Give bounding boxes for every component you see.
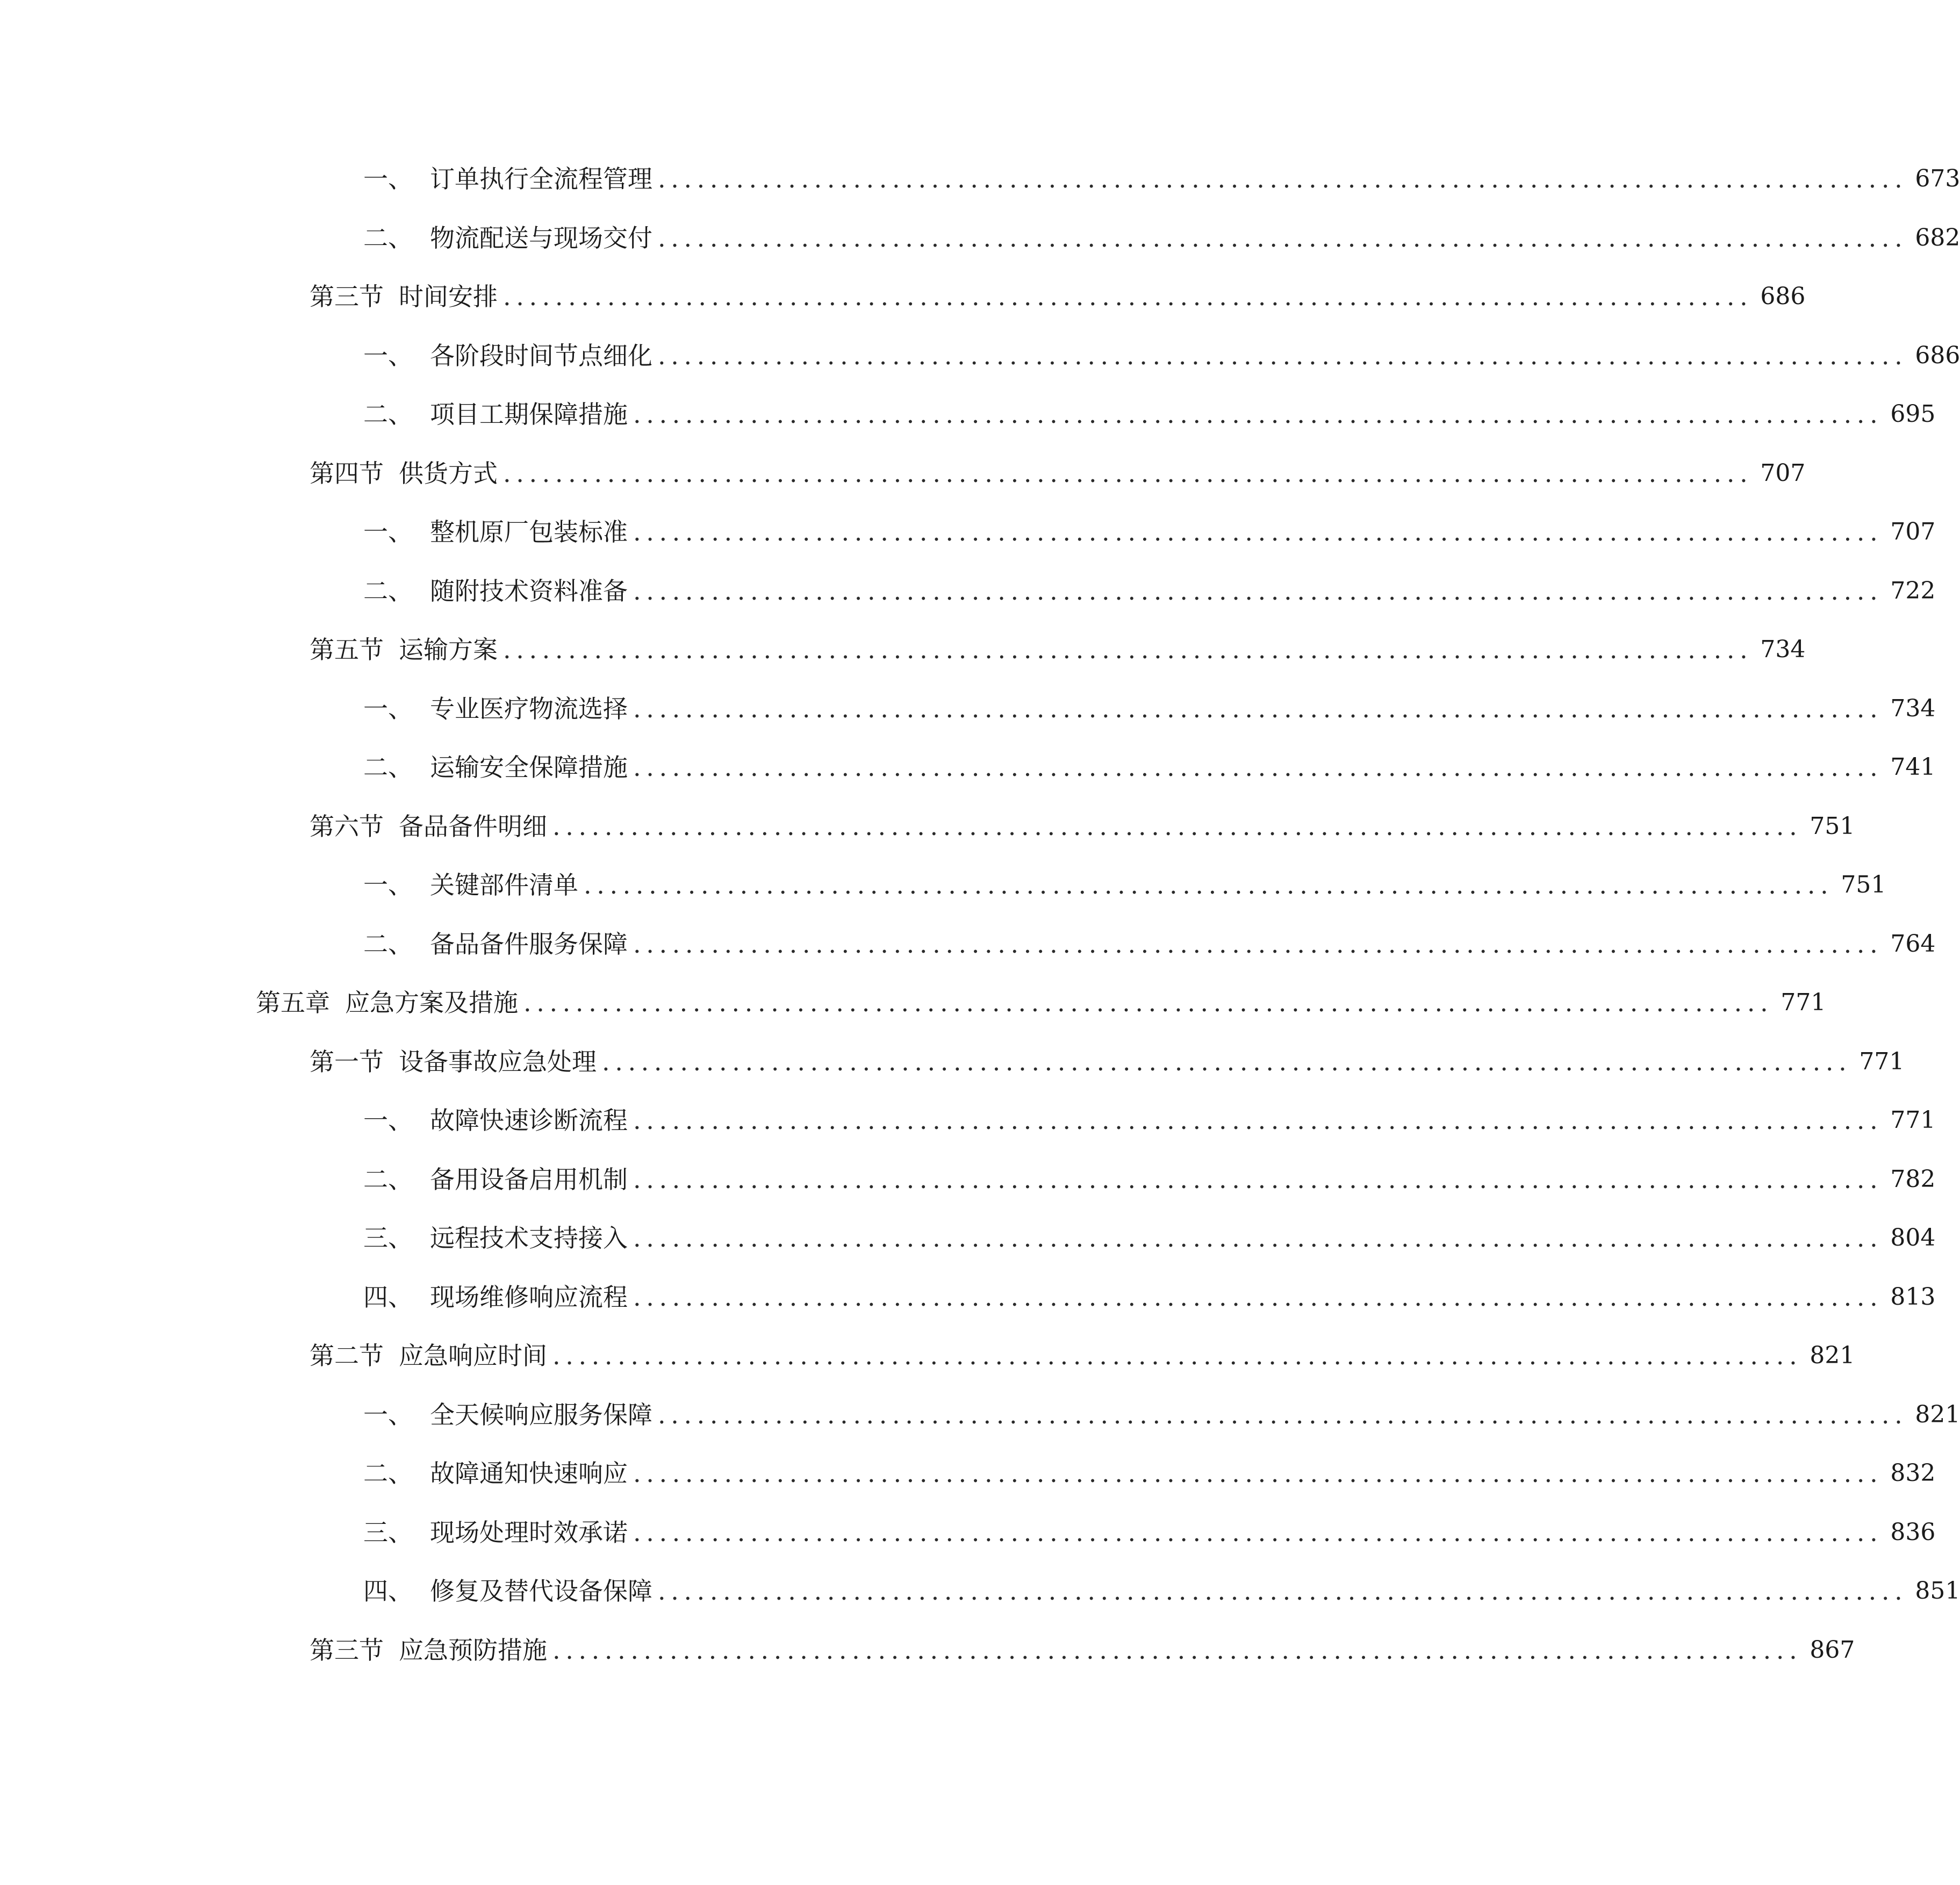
toc-number: 第五章 [256, 988, 330, 1017]
toc-label [310, 631, 498, 668]
toc-entry[interactable] [363, 395, 1936, 433]
toc-title: 修复及替代设备保障 [430, 1577, 652, 1606]
toc-page-number: 851 [1915, 1577, 1960, 1605]
toc-entry[interactable] [310, 1631, 1855, 1669]
toc-entry[interactable] [363, 1278, 1936, 1316]
toc-title: 项目工期保障措施 [430, 400, 628, 429]
toc-entry[interactable] [363, 1572, 1960, 1610]
toc-page-number: 804 [1890, 1224, 1936, 1251]
toc-page-number: 867 [1810, 1636, 1855, 1664]
toc-label [363, 1396, 652, 1434]
toc-number: 三、 [363, 1224, 413, 1253]
toc-title: 整机原厂包装标准 [430, 517, 628, 546]
toc-leader: ................................................................................................ [658, 341, 1908, 370]
toc-entry[interactable] [363, 513, 1936, 551]
toc-entry[interactable] [363, 749, 1936, 786]
toc-leader: ................................................................................................ [503, 282, 1753, 311]
toc-number: 二、 [363, 753, 413, 782]
toc-page-number: 832 [1890, 1459, 1936, 1487]
toc-number: 二、 [363, 930, 413, 959]
toc-page-number: 707 [1760, 459, 1806, 487]
toc-label [363, 749, 628, 786]
toc-number: 二、 [363, 400, 413, 429]
toc-entry[interactable] [363, 160, 1960, 198]
toc-title: 物流配送与现场交付 [430, 224, 652, 253]
toc-number: 第一节 [310, 1047, 384, 1076]
toc-leader: ................................................................................................ [503, 459, 1753, 488]
toc-number: 一、 [363, 517, 413, 546]
toc-number: 一、 [363, 1400, 413, 1429]
toc-leader: ................................................................................................ [633, 694, 1883, 723]
toc-number: 一、 [363, 164, 413, 193]
toc-entry[interactable] [363, 1396, 1960, 1434]
toc-page-number: 707 [1890, 518, 1936, 545]
toc-label [256, 984, 518, 1021]
toc-number: 第三节 [310, 282, 384, 311]
toc-entry[interactable] [256, 984, 1826, 1021]
toc-page-number: 821 [1810, 1342, 1855, 1369]
toc-leader: ................................................................................................ [633, 930, 1883, 959]
toc-label [310, 808, 547, 845]
toc-number: 二、 [363, 224, 413, 253]
toc-label [363, 337, 652, 375]
toc-leader: ................................................................................................ [602, 1047, 1852, 1076]
toc-title: 现场维修响应流程 [430, 1283, 628, 1312]
toc-number: 第二节 [310, 1341, 384, 1370]
toc-title: 关键部件清单 [430, 870, 578, 900]
toc-number: 第六节 [310, 812, 384, 841]
toc-page-number: 741 [1890, 753, 1936, 781]
toc-entry[interactable] [363, 866, 1886, 904]
toc-title: 应急响应时间 [399, 1341, 547, 1370]
toc-leader: ................................................................................................ [658, 1577, 1908, 1606]
toc-label [363, 1102, 628, 1139]
toc-leader: ................................................................................................ [633, 400, 1883, 429]
toc-entry[interactable] [363, 572, 1936, 610]
toc-label [363, 866, 578, 904]
toc-label [310, 1631, 547, 1669]
toc-page-number: 734 [1890, 695, 1936, 722]
toc-entry[interactable] [363, 337, 1960, 375]
toc-page-number: 722 [1890, 577, 1936, 605]
toc-page-number: 751 [1841, 871, 1886, 898]
toc-number: 一、 [363, 694, 413, 723]
toc-number: 四、 [363, 1283, 413, 1312]
toc-label [363, 1278, 628, 1316]
toc-leader: ................................................................................................ [658, 164, 1908, 193]
toc-leader: ................................................................................................ [633, 753, 1883, 782]
toc-page-number: 782 [1890, 1165, 1936, 1193]
toc-title: 设备事故应急处理 [399, 1047, 597, 1076]
toc-number: 第五节 [310, 635, 384, 664]
toc-title: 随附技术资料准备 [430, 577, 628, 606]
toc-title: 应急预防措施 [399, 1636, 547, 1665]
toc-entry[interactable] [310, 1043, 1905, 1081]
toc-number: 二、 [363, 1459, 413, 1488]
toc-entry[interactable] [363, 690, 1936, 728]
toc-title: 供货方式 [399, 459, 498, 488]
toc-number: 二、 [363, 577, 413, 606]
toc-leader: ................................................................................................ [523, 988, 1774, 1017]
toc-page-number: 764 [1890, 930, 1936, 958]
toc-leader: ................................................................................................ [633, 517, 1883, 546]
toc-entry[interactable] [363, 1102, 1936, 1139]
toc-page-number: 734 [1760, 636, 1806, 663]
toc-title: 时间安排 [399, 282, 498, 311]
toc-label [363, 925, 628, 963]
toc-page-number: 813 [1890, 1283, 1936, 1311]
toc-number: 第四节 [310, 459, 384, 488]
toc-page-number: 836 [1890, 1519, 1936, 1546]
toc-entry[interactable] [363, 1455, 1936, 1492]
toc-leader: ................................................................................................ [503, 635, 1753, 664]
toc-leader: ................................................................................................ [633, 1518, 1883, 1547]
toc-leader: ................................................................................................ [633, 1165, 1883, 1194]
toc-page-number: 751 [1810, 812, 1855, 840]
toc-entry[interactable] [363, 1161, 1936, 1198]
toc-entry[interactable] [310, 1337, 1855, 1375]
toc-label [363, 1161, 628, 1198]
toc-number: 三、 [363, 1518, 413, 1547]
toc-entry[interactable] [363, 1514, 1936, 1551]
toc-entry[interactable] [363, 219, 1960, 257]
toc-leader: ................................................................................................ [552, 812, 1803, 841]
toc-leader: ................................................................................................ [658, 224, 1908, 253]
toc-label [310, 455, 498, 492]
toc-label [310, 1043, 597, 1081]
toc-label [363, 1514, 628, 1551]
toc-title: 远程技术支持接入 [430, 1224, 628, 1253]
toc-entry[interactable] [310, 808, 1855, 845]
toc-label [363, 395, 628, 433]
toc-leader: ................................................................................................ [658, 1400, 1908, 1429]
toc-title: 应急方案及措施 [345, 988, 518, 1017]
toc-title: 故障通知快速响应 [430, 1459, 628, 1488]
toc-title: 现场处理时效承诺 [430, 1518, 628, 1547]
toc-entry[interactable] [310, 455, 1806, 492]
toc-leader: ................................................................................................ [633, 1106, 1883, 1135]
toc-number: 第三节 [310, 1636, 384, 1665]
toc-label [363, 513, 628, 551]
toc-label [310, 278, 498, 315]
toc-title: 备用设备启用机制 [430, 1165, 628, 1194]
toc-entry[interactable] [310, 631, 1806, 668]
toc-leader: ................................................................................................ [633, 1224, 1883, 1253]
toc-number: 四、 [363, 1577, 413, 1606]
toc-label [363, 1219, 628, 1257]
toc-entry[interactable] [363, 925, 1936, 963]
toc-leader: ................................................................................................ [633, 577, 1883, 606]
toc-title: 订单执行全流程管理 [430, 164, 652, 193]
toc-page-number: 771 [1890, 1106, 1936, 1134]
toc-entry[interactable] [363, 1219, 1936, 1257]
toc-title: 全天候响应服务保障 [430, 1400, 652, 1429]
toc-leader: ................................................................................................ [633, 1283, 1883, 1312]
toc-title: 运输安全保障措施 [430, 753, 628, 782]
toc-label [363, 219, 652, 257]
toc-number: 二、 [363, 1165, 413, 1194]
toc-title: 各阶段时间节点细化 [430, 341, 652, 370]
toc-label [363, 1455, 628, 1492]
toc-title: 备品备件明细 [399, 812, 547, 841]
toc-label [363, 160, 652, 198]
toc-page-number: 673 [1915, 165, 1960, 192]
toc-page-number: 821 [1915, 1401, 1960, 1428]
toc-number: 一、 [363, 341, 413, 370]
toc-leader: ................................................................................................ [552, 1636, 1803, 1665]
toc-page-number: 695 [1890, 400, 1936, 428]
toc-title: 故障快速诊断流程 [430, 1106, 628, 1135]
toc-page-number: 682 [1915, 224, 1960, 251]
toc-page-number: 686 [1760, 283, 1806, 310]
toc-leader: ................................................................................................ [552, 1341, 1803, 1370]
toc-page-number: 771 [1780, 989, 1826, 1016]
toc-label [363, 690, 628, 728]
toc-title: 备品备件服务保障 [430, 930, 628, 959]
toc-leader: ................................................................................................ [584, 870, 1834, 900]
toc-page-number: 686 [1915, 342, 1960, 369]
toc-title: 运输方案 [399, 635, 498, 664]
toc-leader: ................................................................................................ [633, 1459, 1883, 1488]
toc-label [363, 572, 628, 610]
toc-number: 一、 [363, 1106, 413, 1135]
toc-title: 专业医疗物流选择 [430, 694, 628, 723]
toc-page-number: 771 [1859, 1048, 1905, 1075]
toc-label [310, 1337, 547, 1375]
toc-entry[interactable] [310, 278, 1806, 315]
toc-number: 一、 [363, 870, 413, 900]
toc-label [363, 1572, 652, 1610]
